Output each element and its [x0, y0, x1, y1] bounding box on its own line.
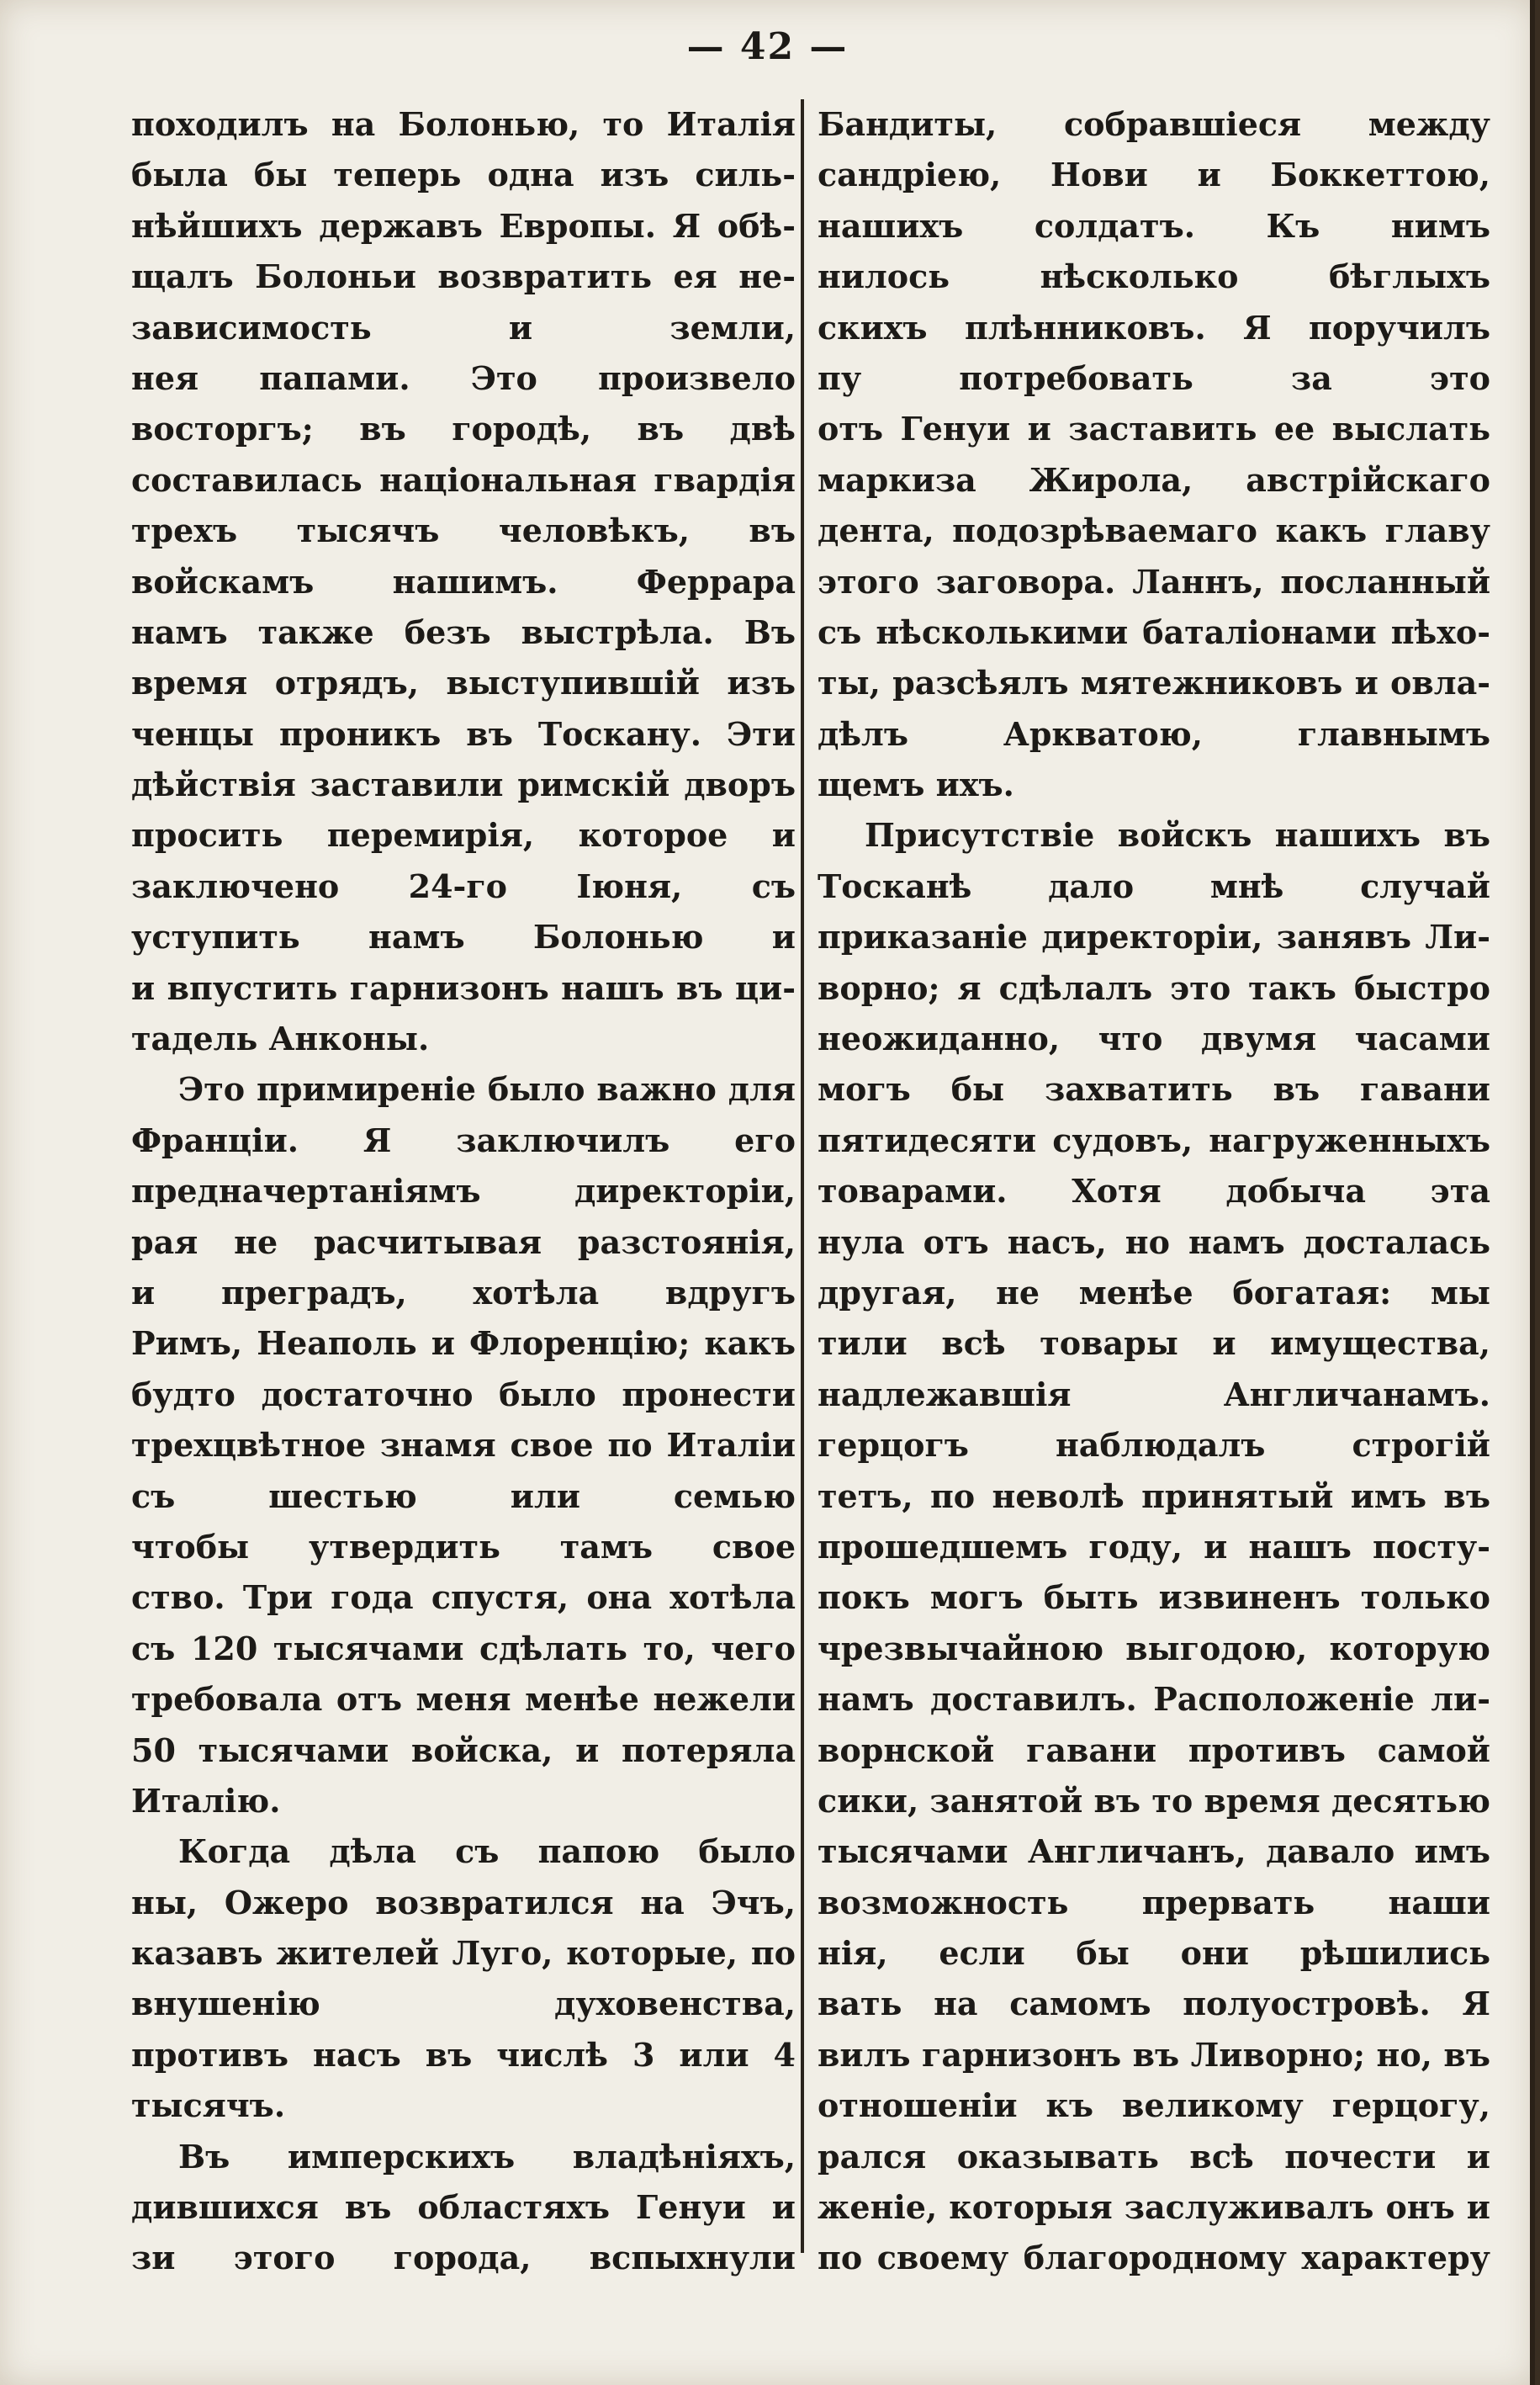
- text-line: была бы теперь одна изъ силь-: [131, 156, 796, 194]
- text-line: Въ имперскихъ владѣніяхъ,: [178, 2137, 796, 2176]
- text-line: походилъ на Болонью, то Италія: [131, 105, 796, 143]
- text-line: рался оказывать всѣ почести и: [818, 2137, 1490, 2176]
- text-line: тадель Анконы.: [131, 1020, 430, 1058]
- page-edge: [1530, 0, 1535, 2385]
- text-line: просить перемирія, которое и: [131, 816, 796, 855]
- text-line: зи этого города, вспыхнули: [131, 2239, 796, 2277]
- text-line: ворно; я сдѣлалъ это такъ быстро: [818, 968, 1490, 1007]
- text-line: намъ также безъ выстрѣла. Въ: [131, 612, 796, 651]
- text-line: время отрядъ, выступившій изъ: [131, 664, 796, 702]
- text-line: отношеніи къ великому герцогу,: [818, 2086, 1490, 2125]
- text-line: дента, подозрѣваемаго какъ главу: [818, 511, 1490, 550]
- text-line: рая не расчитывая разстоянія,: [131, 1222, 796, 1261]
- text-line: чрезвычайною выгодою, которую: [818, 1629, 1490, 1667]
- text-line: нія, если бы они рѣшились: [818, 1934, 1490, 1973]
- text-line: товарами. Хотя добыча эта: [818, 1172, 1490, 1211]
- text-line: герцогъ наблюдалъ строгій: [818, 1426, 1490, 1465]
- text-line: сики, занятой въ то время десятью: [818, 1781, 1490, 1820]
- text-line: и впустить гарнизонъ нашъ въ ци-: [131, 968, 796, 1007]
- text-line: женіе, которыя заслуживалъ онъ и: [818, 2188, 1490, 2227]
- paragraph: [131, 1064, 796, 1826]
- text-line: внушенію духовенства,: [131, 1985, 796, 2023]
- text-line: нея папами. Это произвело: [131, 358, 796, 397]
- text-line: могъ бы захватить въ гавани: [818, 1070, 1490, 1109]
- paragraph: [131, 1826, 796, 2131]
- paragraph: [131, 99, 796, 1064]
- text-line: съ 120 тысячами сдѣлать то, чего: [131, 1629, 796, 1667]
- text-line: пу потребовать за это: [818, 358, 1490, 397]
- text-line: приказаніе директоріи, занявъ Ли-: [818, 918, 1490, 957]
- text-line: ченцы проникъ въ Тоскану. Эти: [131, 714, 796, 753]
- text-line: нилось нѣсколько бѣглыхъ: [818, 257, 1490, 296]
- text-line: тили всѣ товары и имущества,: [818, 1324, 1490, 1363]
- text-line: трехъ тысячъ человѣкъ, въ: [131, 511, 796, 550]
- text-line: вилъ гарнизонъ въ Ливорно; но, въ: [818, 2035, 1490, 2074]
- text-line: противъ насъ въ числѣ 3 или 4: [131, 2035, 796, 2074]
- text-line: требовала отъ меня менѣе нежели: [131, 1680, 796, 1719]
- text-line: будто достаточно было пронести: [131, 1375, 796, 1413]
- text-line: дѣлъ Аркватою, главнымъ: [818, 714, 1490, 753]
- text-line: предначертаніямъ директоріи,: [131, 1172, 796, 1211]
- text-line: этого заговора. Ланнъ, посланный: [818, 562, 1490, 601]
- text-line: Когда дѣла съ папою было: [178, 1832, 796, 1871]
- text-line: Тосканѣ дало мнѣ случай: [818, 867, 1490, 905]
- text-line: казавъ жителей Луго, которые, по: [131, 1934, 796, 1973]
- text-line: тетъ, по неволѣ принятый имъ въ: [818, 1476, 1490, 1515]
- text-line: Италію.: [131, 1781, 281, 1820]
- text-line: составилась національная гвардія: [131, 460, 796, 499]
- right-column: [818, 99, 1490, 2284]
- text-line: ство. Три года спустя, она хотѣла: [131, 1578, 796, 1617]
- column-divider: [801, 99, 804, 2253]
- paragraph: [818, 99, 1490, 810]
- text-line: дившихся въ областяхъ Генуи и: [131, 2188, 796, 2227]
- text-line: покъ могъ быть извиненъ только: [818, 1578, 1490, 1617]
- text-line: и преградъ, хотѣла вдругъ: [131, 1273, 796, 1312]
- text-line: восторгъ; въ городѣ, въ двѣ: [131, 410, 796, 448]
- text-line: нѣйшихъ державъ Европы. Я обѣ-: [131, 206, 796, 245]
- text-line: отъ Генуи и заставить ее выслать: [818, 410, 1490, 448]
- text-line: зависимость и земли,: [131, 308, 796, 347]
- text-line: 50 тысячами войска, и потеряла: [131, 1730, 796, 1769]
- text-line: чтобы утвердить тамъ свое: [131, 1527, 796, 1566]
- text-line: маркиза Жирола, австрійскаго: [818, 460, 1490, 499]
- text-line: другая, не менѣе богатая: мы: [818, 1273, 1490, 1312]
- text-line: прошедшемъ году, и нашъ посту-: [818, 1527, 1490, 1566]
- text-line: уступить намъ Болонью и: [131, 918, 796, 957]
- text-line: щемъ ихъ.: [818, 766, 1014, 804]
- text-line: сандріею, Нови и Боккеттою,: [818, 156, 1490, 194]
- text-line: дѣйствія заставили римскій дворъ: [131, 766, 796, 804]
- text-line: Бандиты, собравшіеся между: [818, 105, 1490, 143]
- text-line: ворнской гавани противъ самой: [818, 1730, 1490, 1769]
- text-line: скихъ плѣнниковъ. Я поручилъ: [818, 308, 1490, 347]
- text-line: по своему благородному характеру: [818, 2239, 1490, 2277]
- text-line: нашихъ солдатъ. Къ нимъ: [818, 206, 1490, 245]
- text-line: съ шестью или семью: [131, 1476, 796, 1515]
- text-line: трехцвѣтное знамя свое по Италіи: [131, 1426, 796, 1465]
- text-line: неожиданно, что двумя часами: [818, 1020, 1490, 1058]
- text-line: Присутствіе войскъ нашихъ въ: [865, 816, 1490, 855]
- text-line: вать на самомъ полуостровѣ. Я: [818, 1985, 1490, 2023]
- text-line: нула отъ насъ, но намъ досталась: [818, 1222, 1490, 1261]
- text-line: тысячами Англичанъ, давало имъ: [818, 1832, 1490, 1871]
- text-line: ты, разсѣялъ мятежниковъ и овла-: [818, 664, 1490, 702]
- text-line: щалъ Болоньи возвратить ея не-: [131, 257, 796, 296]
- text-line: пятидесяти судовъ, нагруженныхъ: [818, 1121, 1490, 1159]
- page-number: — 42 —: [686, 25, 849, 68]
- text-line: войскамъ нашимъ. Феррара: [131, 562, 796, 601]
- paragraph: [818, 810, 1490, 2283]
- text-line: Это примиреніе было важно для: [178, 1070, 796, 1109]
- text-line: съ нѣсколькими баталіонами пѣхо-: [818, 612, 1490, 651]
- text-line: намъ доставилъ. Расположеніе ли-: [818, 1680, 1490, 1719]
- text-line: Франціи. Я заключилъ его: [131, 1121, 796, 1159]
- text-line: тысячъ.: [131, 2086, 286, 2125]
- paragraph: [131, 2132, 796, 2284]
- text-line: ны, Ожеро возвратился на Эчъ,: [131, 1883, 796, 1921]
- text-line: Римъ, Неаполь и Флоренцію; какъ: [131, 1324, 796, 1363]
- text-line: возможность прервать наши: [818, 1883, 1490, 1921]
- text-line: надлежавшія Англичанамъ.: [818, 1375, 1490, 1413]
- text-line: заключено 24-го Іюня, съ: [131, 867, 796, 905]
- left-column: [131, 99, 796, 2284]
